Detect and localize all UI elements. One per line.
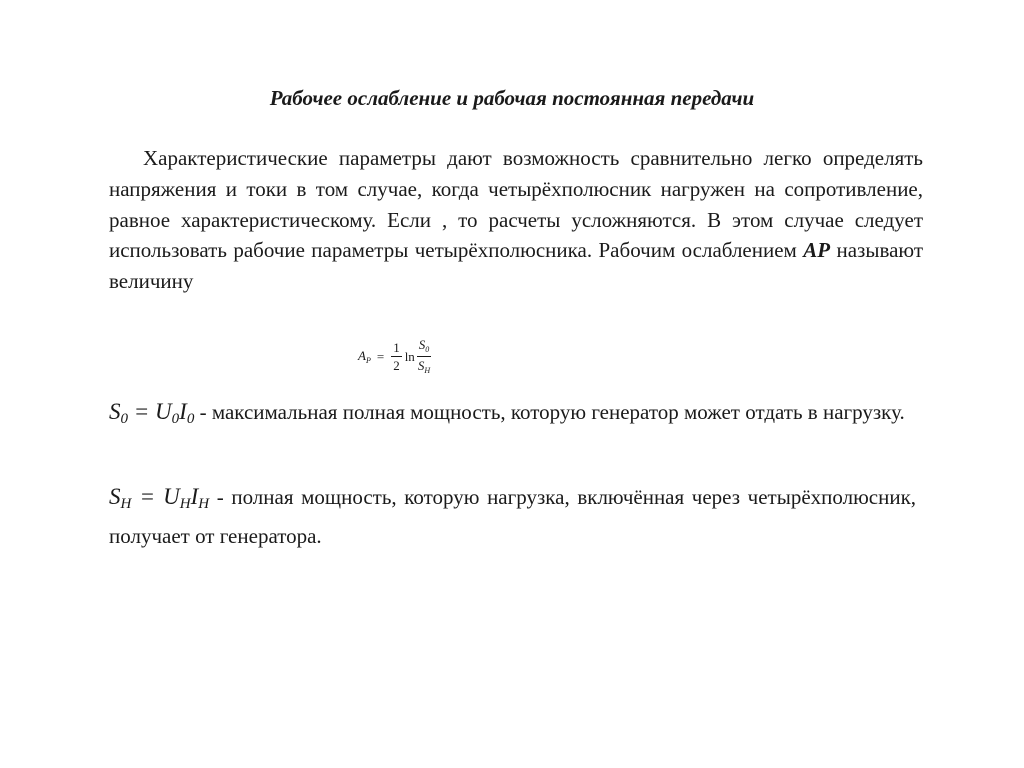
body-paragraph xyxy=(109,143,923,297)
formula-ratio-numerator xyxy=(417,338,432,357)
paragraph-text-start: Характеристические параметры дают возможность сравнительно легко определять напряжения и токи в том случае, когда четырёхполюсник нагружен на сопротивление, равное характеристическому. Если , то расчеты усложняются. В этом случае следует использовать рабочие параметры четырёхполюсника. Рабочим ослаблением xyxy=(109,146,923,263)
def2-u-sub: H xyxy=(179,496,191,512)
formula-coefficient-denominator: 2 xyxy=(393,358,400,373)
def1-s-sub: 0 xyxy=(120,411,128,427)
def1-i: I xyxy=(179,399,187,424)
formula-ln: ln xyxy=(404,349,415,364)
formula-num-symbol: S xyxy=(418,337,426,352)
formula-lhs xyxy=(358,349,371,365)
definition-s0-text: - максимальная полная мощность, которую генератор может отдать в нагрузку. xyxy=(199,400,905,424)
slide-title: Рабочее ослабление и рабочая постоянная передачи xyxy=(269,86,755,110)
formula-equals: = xyxy=(376,349,385,364)
definition-s0 xyxy=(109,394,916,437)
definition-sh xyxy=(109,481,916,552)
def1-u-sub: 0 xyxy=(171,411,180,427)
formula-lhs-symbol: A xyxy=(358,347,366,363)
formula-num-subscript: 0 xyxy=(425,345,430,354)
def2-i-sub: H xyxy=(198,496,210,512)
def2-s-sub: H xyxy=(120,496,132,512)
def2-i: I xyxy=(190,484,199,509)
definition-s0-formula xyxy=(109,399,195,427)
paragraph-text-end: называют величину xyxy=(109,238,923,294)
def1-u: U xyxy=(155,399,172,424)
formula-lhs-subscript: P xyxy=(365,355,371,365)
formula-coefficient-numerator: 1 xyxy=(393,340,400,355)
term-ap: AP xyxy=(803,238,831,263)
def1-i-sub: 0 xyxy=(186,411,195,427)
def2-eq: = xyxy=(139,484,155,509)
definition-sh-formula xyxy=(109,484,210,512)
def2-s: S xyxy=(109,484,121,509)
definition-sh-text: - полная мощность, которую нагрузка, включённая через четырёхполюсник, получает от генератора. xyxy=(109,485,917,548)
formula-den-symbol: S xyxy=(417,358,425,373)
formula-ratio xyxy=(416,338,432,375)
def1-eq: = xyxy=(133,399,150,424)
def1-s: S xyxy=(109,399,121,424)
formula-coefficient xyxy=(391,341,402,372)
formula-ap xyxy=(358,338,433,375)
formula-den-subscript: H xyxy=(424,366,431,375)
def2-u: U xyxy=(163,484,180,509)
formula-ratio-denominator xyxy=(416,357,432,375)
